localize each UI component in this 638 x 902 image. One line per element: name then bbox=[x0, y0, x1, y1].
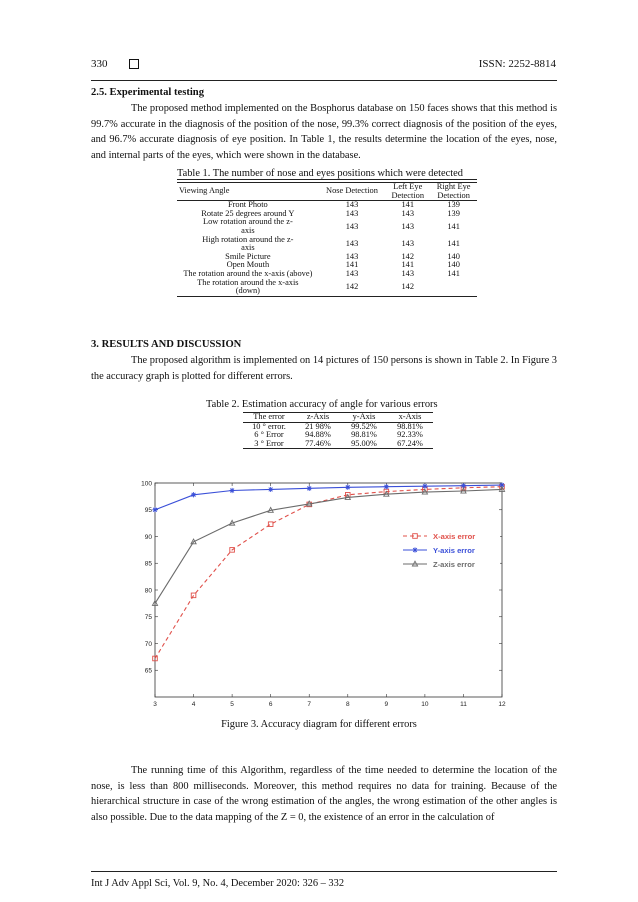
table-cell: 77.46% bbox=[295, 440, 341, 449]
data-point bbox=[152, 507, 157, 512]
table-cell: Rotate 25 degrees around Y bbox=[201, 208, 295, 218]
table-cell: 95.00% bbox=[341, 440, 387, 449]
table-row bbox=[177, 218, 477, 235]
table-header-cell: Right Eye Detection bbox=[430, 183, 477, 201]
y-tick-label: 90 bbox=[144, 533, 152, 541]
legend-label: Z-axis error bbox=[433, 560, 475, 569]
data-point bbox=[345, 485, 350, 490]
y-tick-label: 100 bbox=[141, 480, 152, 488]
table-cell: Open Mouth bbox=[226, 260, 270, 270]
issn-label: ISSN: 2252-8814 bbox=[478, 58, 556, 70]
y-tick-label: 70 bbox=[144, 640, 152, 648]
table-header-row bbox=[243, 413, 433, 423]
table-header-cell: z-Axis bbox=[295, 413, 341, 423]
table2-caption: Table 2. Estimation accuracy of angle for various errors bbox=[206, 399, 438, 410]
data-point bbox=[422, 484, 427, 489]
table-cell: 92.33% bbox=[397, 430, 423, 440]
table-cell: 141 bbox=[401, 200, 415, 210]
x-tick-label: 3 bbox=[153, 701, 157, 708]
table-cell: 143 bbox=[345, 238, 359, 248]
table-header-row bbox=[177, 183, 477, 201]
table-row bbox=[177, 253, 477, 262]
x-tick-label: 7 bbox=[307, 701, 312, 708]
figure3-chart bbox=[135, 470, 525, 710]
table-cell: 6 ° Error bbox=[254, 430, 284, 440]
table-cell: 143 bbox=[401, 208, 415, 218]
table-cell: 143 bbox=[345, 208, 359, 218]
table-header-cell: x-Axis bbox=[387, 413, 433, 423]
x-tick-label: 5 bbox=[230, 701, 234, 708]
table-cell: 143 bbox=[345, 221, 359, 231]
table-header-cell: The error bbox=[243, 413, 295, 423]
x-tick-label: 8 bbox=[345, 701, 350, 708]
data-point bbox=[307, 486, 312, 491]
legend-label: X-axis error bbox=[433, 532, 476, 541]
table1 bbox=[177, 182, 477, 297]
section-3-paragraph: The proposed algorithm is implemented on 14 pictures of 150 persons is shown in Table 2. In Figure 3 the accuracy graph is plotted for different errors. bbox=[91, 355, 557, 382]
body-paragraph: The running time of this Algorithm, regardless of the time needed to determine the location of the nose, is less than 800 milliseconds. Moreover, this method requires no data for training. Because of the hierarchical structure in case of the wrong estimation of the angles, the wrong estimation of the other angles is also possible. Due to the data mapping of the Z = 0, the existence of an error in the calculation of bbox=[91, 765, 557, 823]
table-cell: 141 bbox=[447, 221, 460, 231]
table-row bbox=[243, 440, 433, 449]
data-point bbox=[230, 488, 235, 493]
table-header-cell: Viewing Angle bbox=[177, 183, 319, 201]
x-tick-label: 12 bbox=[498, 701, 506, 708]
y-tick-label: 75 bbox=[144, 614, 152, 622]
x-tick-label: 6 bbox=[268, 701, 273, 708]
table-cell: High rotation around the z-axis bbox=[202, 234, 294, 253]
table-cell: 143 bbox=[401, 221, 415, 231]
table-cell: 67.24% bbox=[387, 440, 433, 449]
x-tick-label: 9 bbox=[384, 701, 389, 708]
table-cell: 141 bbox=[447, 238, 460, 248]
table-cell: 21 98% bbox=[305, 421, 331, 431]
table-cell: The rotation around the x-axis (above) bbox=[183, 268, 313, 278]
table-row bbox=[177, 236, 477, 253]
table1-caption: Table 1. The number of nose and eyes positions which were detected bbox=[177, 168, 477, 180]
y-tick-label: 80 bbox=[144, 587, 152, 595]
table-cell: 94.88% bbox=[305, 430, 331, 440]
legend-label: Y-axis error bbox=[433, 546, 475, 555]
section-heading-2-5: 2.5. Experimental testing bbox=[91, 87, 204, 98]
section-heading-3: 3. RESULTS AND DISCUSSION bbox=[91, 339, 242, 350]
table-header-cell: y-Axis bbox=[341, 413, 387, 423]
x-tick-label: 4 bbox=[191, 701, 196, 708]
x-tick-label: 11 bbox=[460, 701, 467, 708]
footer-citation: Int J Adv Appl Sci, Vol. 9, No. 4, December 2020: 326 – 332 bbox=[91, 878, 345, 889]
y-tick-label: 85 bbox=[144, 560, 152, 568]
data-point bbox=[191, 492, 196, 497]
table-cell: Low rotation around the z-axis bbox=[202, 217, 293, 235]
figure3-caption: Figure 3. Accuracy diagram for different errors bbox=[221, 719, 417, 730]
table-cell: 142 bbox=[385, 279, 430, 297]
table-cell bbox=[430, 279, 477, 297]
page-number: 330 bbox=[91, 58, 108, 70]
plot-frame bbox=[155, 483, 502, 697]
table-cell: 143 bbox=[401, 238, 415, 248]
table-cell: Smile Picture bbox=[225, 251, 271, 261]
table-cell: 99.52% bbox=[351, 421, 377, 431]
table-row bbox=[177, 279, 477, 297]
table-cell: 140 bbox=[447, 251, 460, 261]
table-cell: Front Photo bbox=[227, 200, 268, 210]
table-cell: 139 bbox=[447, 208, 460, 218]
table-cell: 143 bbox=[401, 268, 415, 278]
table-cell: 141 bbox=[447, 268, 460, 278]
table-cell: 142 bbox=[319, 279, 386, 297]
header-rule bbox=[91, 80, 557, 81]
y-tick-label: 95 bbox=[144, 507, 152, 515]
table-cell: 139 bbox=[447, 200, 460, 210]
data-point bbox=[268, 487, 273, 492]
x-tick-label: 10 bbox=[421, 701, 429, 708]
table-cell: 98.81% bbox=[351, 430, 377, 440]
table-cell: 140 bbox=[447, 260, 460, 270]
section-2-5-paragraph: The proposed method implemented on the Bosphorus database on 150 faces shows that this method is 99.7% accurate in the diagnosis of the position of the nose, 99.3% correct diagnosis of the position of the eyes, and 96.7% accurate diagnosis of eye position. In Table 1, the results determine the location of the eyes, nose, and internal parts of the eyes, which were shown in the database. bbox=[91, 103, 557, 161]
table-cell: 142 bbox=[401, 251, 415, 261]
table-cell: 10 ° error. bbox=[252, 421, 286, 431]
table-cell: 98.81% bbox=[397, 421, 423, 431]
table-cell: 143 bbox=[345, 268, 359, 278]
table-cell: 143 bbox=[345, 200, 359, 210]
table-cell: 143 bbox=[345, 251, 359, 261]
table2 bbox=[243, 412, 433, 449]
y-tick-label: 65 bbox=[144, 667, 152, 675]
table-cell: 3 ° Error bbox=[243, 440, 295, 449]
data-point bbox=[384, 484, 389, 489]
table-cell: 141 bbox=[345, 260, 359, 270]
table-header-cell: Nose Detection bbox=[319, 183, 386, 201]
square-icon bbox=[129, 59, 139, 69]
footer-rule bbox=[91, 871, 557, 872]
page-header bbox=[91, 58, 556, 78]
table-header-cell: Left Eye Detection bbox=[385, 183, 430, 201]
legend-marker bbox=[412, 547, 417, 552]
table-cell: The rotation around the x-axis (down) bbox=[177, 279, 319, 297]
table-cell: 141 bbox=[401, 260, 415, 270]
